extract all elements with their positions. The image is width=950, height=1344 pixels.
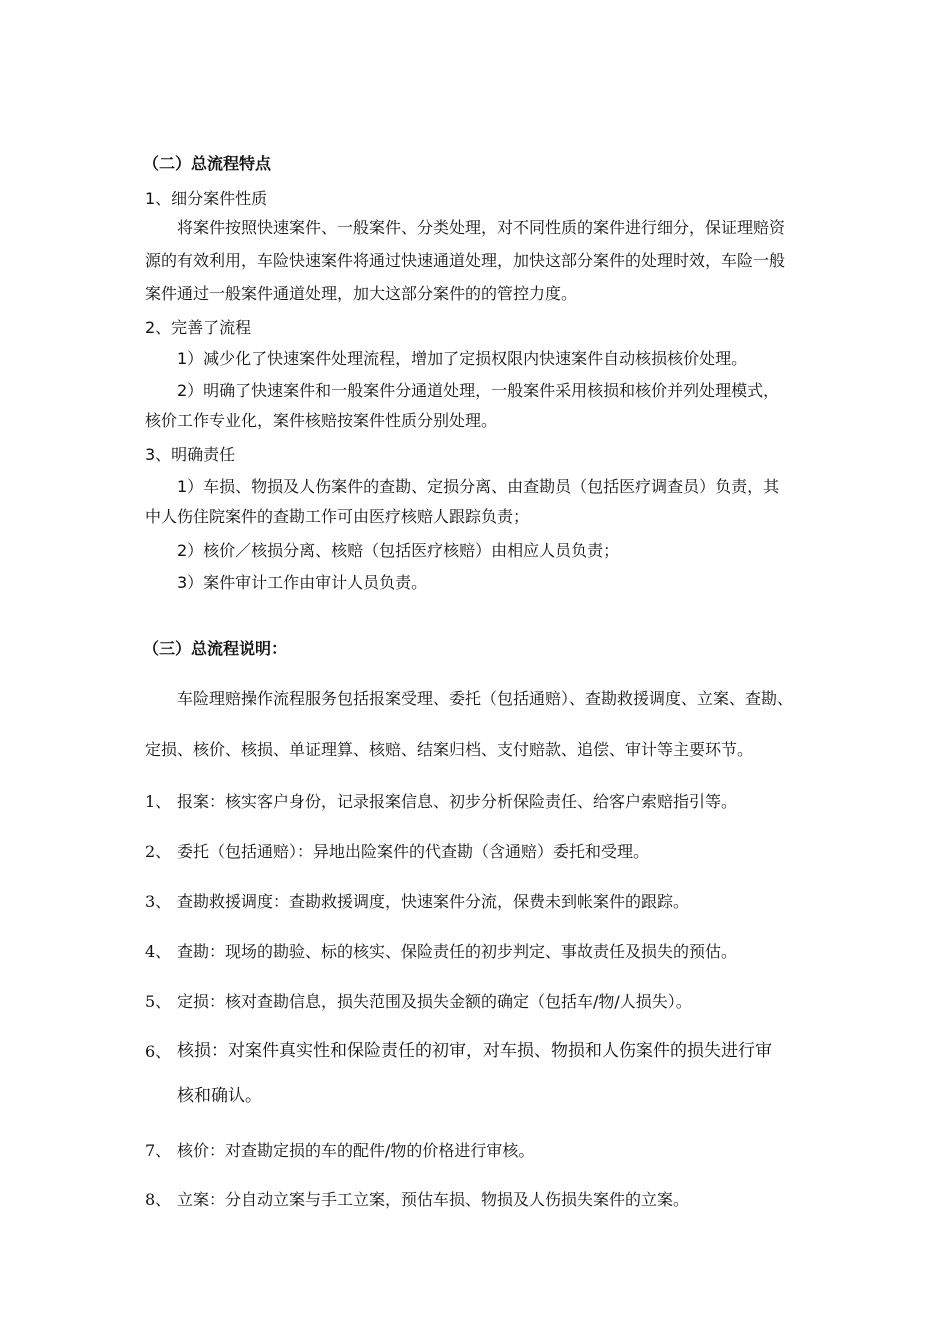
- section3-intro-line2: 定损、核价、核损、单证理算、核赔、结案归档、支付赔款、追偿、审计等主要环节。: [145, 740, 754, 759]
- list-item-text: 委托（包括通赔）：异地出险案件的代查勘（含通赔）委托和受理。: [177, 842, 650, 861]
- list-item-number: 4、: [145, 942, 172, 961]
- list-item-text: 核价：对查勘定损的车的配件/物的价格进行审核。: [177, 1141, 535, 1160]
- list-item-text: 报案：核实客户身份，记录报案信息、初步分析保险责任、给客户索赔指引等。: [177, 792, 738, 811]
- list-item-number: 2、: [145, 842, 172, 861]
- section2-heading: （二）总流程特点: [143, 154, 272, 173]
- list-item-number: 1、: [145, 792, 172, 811]
- list-item-text: 定损：核对查勘信息，损失范围及损失金额的确定（包括车/物/人损失）。: [177, 992, 692, 1011]
- list-item-text: 立案：分自动立案与手工立案，预估车损、物损及人伤损失案件的立案。: [177, 1190, 690, 1209]
- item3-title: 3、明确责任: [145, 445, 236, 464]
- item3-sub1-line1: 1）车损、物损及人伤案件的查勘、定损分离、由查勘员（包括医疗调查员）负责，其: [177, 477, 780, 496]
- section3-intro-line1: 车险理赔操作流程服务包括报案受理、委托（包括通赔）、查勘救援调度、立案、查勘、: [177, 689, 794, 708]
- item1-para-line2: 源的有效利用，车险快速案件将通过快速通道处理，加快这部分案件的处理时效，车险一般: [145, 251, 786, 270]
- list-item-text: 查勘救援调度：查勘救援调度，快速案件分流，保费未到帐案件的跟踪。: [177, 892, 690, 911]
- section3-heading: （三）总流程说明：: [143, 639, 288, 658]
- list-item-text: 查勘：现场的勘验、标的核实、保险责任的初步判定、事故责任及损失的预估。: [177, 942, 738, 961]
- item3-sub1-line2: 中人伤住院案件的查勘工作可由医疗核赔人跟踪负责；: [145, 507, 530, 526]
- list-item-text-continued: 核和确认。: [177, 1086, 262, 1106]
- list-item-number: 6、: [145, 1042, 172, 1061]
- item2-sub1: 1）减少化了快速案件处理流程，增加了定损权限内快速案件自动核损核价处理。: [177, 349, 748, 368]
- list-item-number: 3、: [145, 892, 172, 911]
- list-item-number: 8、: [145, 1190, 172, 1209]
- list-item-number: 5、: [145, 992, 172, 1011]
- item3-sub2: 2）核价／核损分离、核赔（包括医疗核赔）由相应人员负责；: [177, 541, 620, 560]
- item2-sub2-line1: 2）明确了快速案件和一般案件分通道处理，一般案件采用核损和核价并列处理模式，: [177, 381, 780, 400]
- item2-sub2-line2: 核价工作专业化，案件核赔按案件性质分别处理。: [145, 411, 498, 430]
- list-item-text: 核损：对案件真实性和保险责任的初审，对车损、物损和人伤案件的损失进行审: [177, 1041, 772, 1061]
- item1-para-line1: 将案件按照快速案件、一般案件、分类处理，对不同性质的案件进行细分，保证理赔资: [177, 218, 786, 237]
- item3-sub3: 3）案件审计工作由审计人员负责。: [177, 573, 428, 592]
- item1-title: 1、细分案件性质: [145, 189, 268, 208]
- list-item-number: 7、: [145, 1141, 172, 1160]
- item1-para-line3: 案件通过一般案件通道处理，加大这部分案件的的管控力度。: [145, 284, 578, 303]
- item2-title: 2、完善了流程: [145, 318, 252, 337]
